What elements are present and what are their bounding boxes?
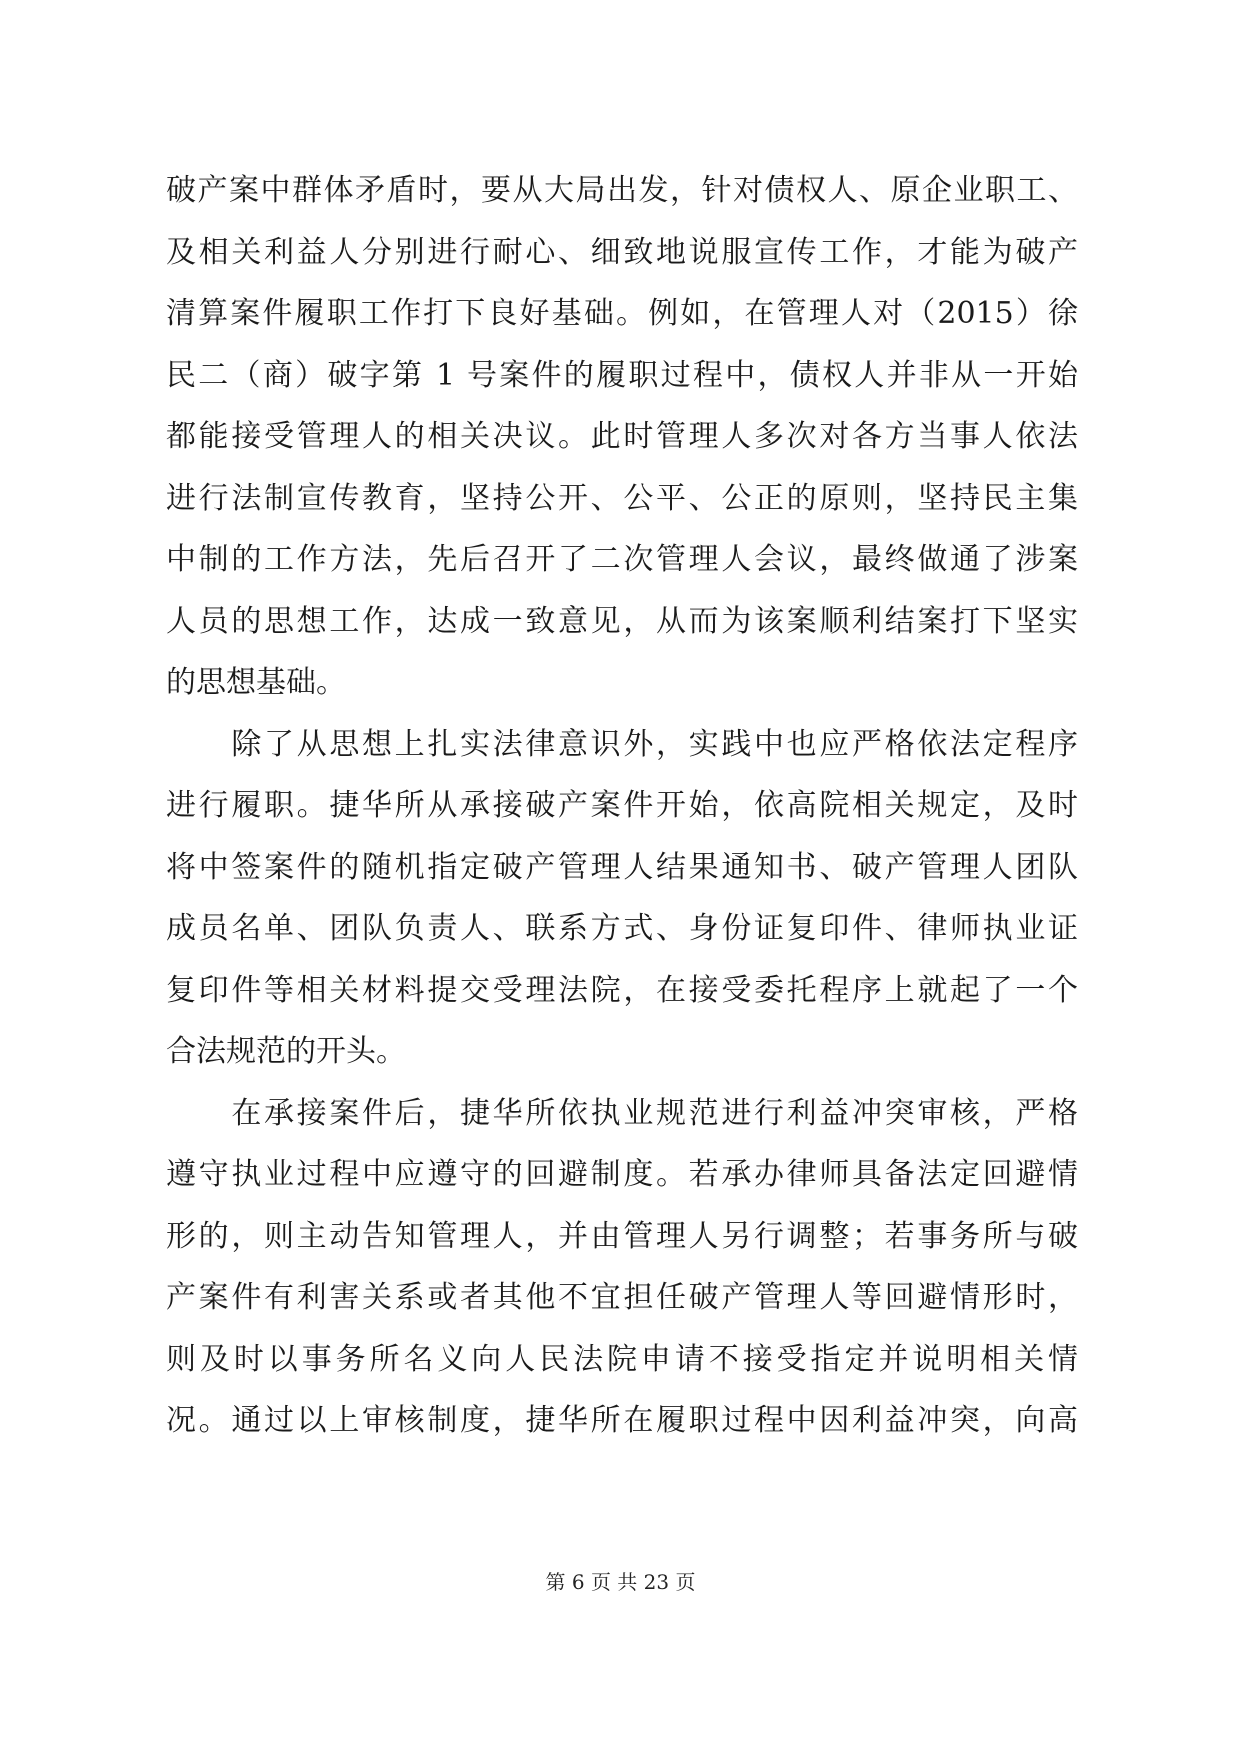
text-line: 除了从思想上扎实法律意识外，实践中也应严格依法定程序: [166, 726, 1078, 762]
text-line: 在承接案件后，捷华所依执业规范进行利益冲突审核，严格: [166, 1095, 1078, 1131]
text-line: 况。通过以上审核制度，捷华所在履职过程中因利益冲突，向高: [166, 1403, 1078, 1438]
text-line: 成员名单、团队负责人、联系方式、身份证复印件、律师执业证: [166, 911, 1078, 946]
text-line: 都能接受管理人的相关决议。此时管理人多次对各方当事人依法: [166, 419, 1078, 454]
text-line: 将中签案件的随机指定破产管理人结果通知书、破产管理人团队: [166, 849, 1078, 885]
text-line: 形的，则主动告知管理人，并由管理人另行调整；若事务所与破: [166, 1218, 1078, 1254]
text-line: 进行法制宣传教育，坚持公开、公平、公正的原则，坚持民主集: [166, 480, 1078, 516]
text-line: 民二（商）破字第 1 号案件的履职过程中，债权人并非从一开始: [166, 357, 1078, 393]
text-line: 则及时以事务所名义向人民法院申请不接受指定并说明相关情: [166, 1341, 1078, 1377]
page-footer: 第 6 页 共 23 页: [545, 1570, 696, 1594]
text-line: 产案件有利害关系或者其他不宜担任破产管理人等回避情形时，: [166, 1280, 1078, 1315]
text-line: 清算案件履职工作打下良好基础。例如，在管理人对（2015）徐: [166, 296, 1078, 331]
text-line: 及相关利益人分别进行耐心、细致地说服宣传工作，才能为破产: [166, 234, 1078, 270]
text-line: 进行履职。捷华所从承接破产案件开始，依高院相关规定，及时: [166, 788, 1078, 823]
text-line: 复印件等相关材料提交受理法院，在接受委托程序上就起了一个: [166, 972, 1078, 1008]
text-line: 破产案中群体矛盾时，要从大局出发，针对债权人、原企业职工、: [166, 173, 1078, 208]
text-line: 合法规范的开头。: [166, 1034, 406, 1069]
text-line: 的思想基础。: [166, 665, 346, 700]
text-line: 遵守执业过程中应遵守的回避制度。若承办律师具备法定回避情: [166, 1157, 1078, 1192]
body-text: [166, 160, 1078, 1452]
text-line: 中制的工作方法，先后召开了二次管理人会议，最终做通了涉案: [166, 542, 1078, 577]
text-line: 人员的思想工作，达成一致意见，从而为该案顺利结案打下坚实: [166, 603, 1078, 639]
